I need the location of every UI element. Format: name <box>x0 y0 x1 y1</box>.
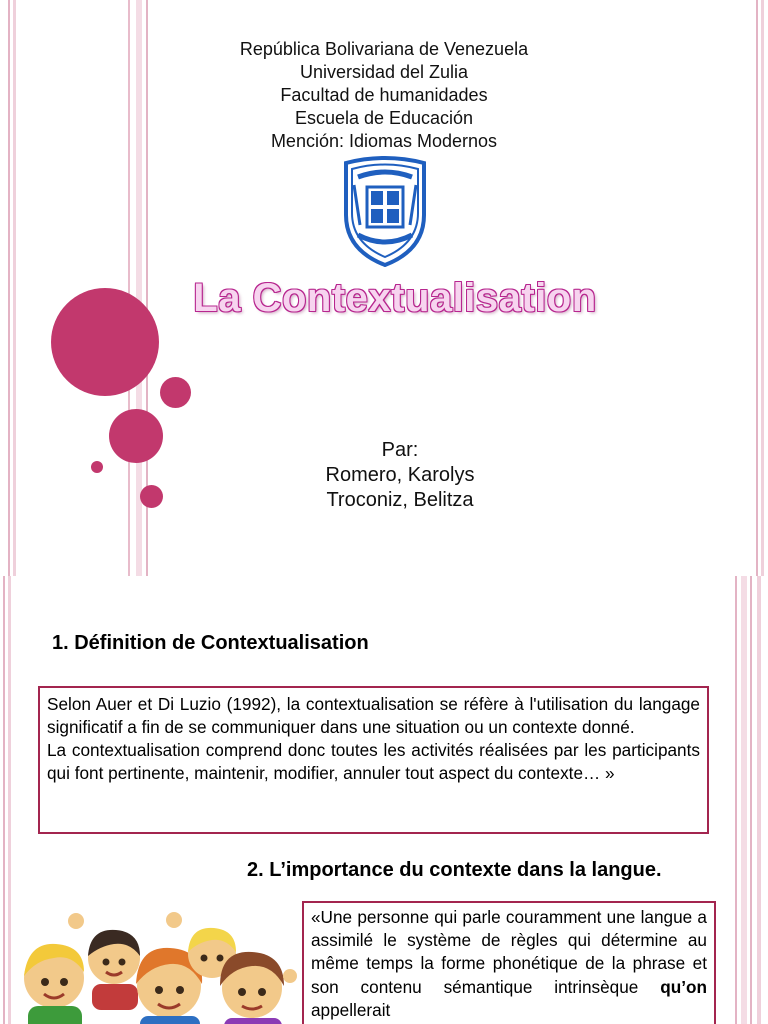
header-line: Facultad de humanidades <box>280 85 488 105</box>
author-name: Troconiz, Belitza <box>326 489 474 511</box>
decorative-circle <box>160 377 191 408</box>
decorative-stripe <box>757 576 761 1024</box>
quote-emphasis: qu’on <box>660 976 707 997</box>
slide-title: La Contextualisation <box>193 276 597 320</box>
section-heading-importance: 2. L’importance du contexte dans la langue. <box>247 859 662 881</box>
section-heading-definition: 1. Définition de Contextualisation <box>52 632 369 654</box>
authors-block <box>250 438 550 513</box>
decorative-stripe <box>3 576 5 1024</box>
header-line: Universidad del Zulia <box>299 62 469 82</box>
author-name: Romero, Karolys <box>325 464 475 486</box>
decorative-circle <box>140 485 163 508</box>
decorative-stripe <box>741 576 747 1024</box>
decorative-stripe <box>735 576 737 1024</box>
quote-box <box>302 901 716 1024</box>
authors-label: Par: <box>381 439 419 461</box>
decorative-stripe <box>8 576 11 1024</box>
decorative-circle <box>91 461 103 473</box>
header-line: Mención: Idiomas Modernos <box>270 131 498 151</box>
decorative-stripe <box>13 0 16 576</box>
header-line: República Bolivariana de Venezuela <box>239 39 529 59</box>
decorative-circle <box>109 409 163 463</box>
decorative-circle <box>51 288 159 396</box>
decorative-stripe <box>761 0 764 576</box>
decorative-stripe <box>750 576 752 1024</box>
definition-paragraph: La contextualisation comprend donc toutes les activités réalisées par les participants qui font pertinente, maintenir, modifier, annuler tout aspect du contexte… » <box>47 740 700 783</box>
quote-text-part: «Une personne qui parle couramment une langue a assimilé le système de règles qui détermine au même temps la forme phonétique de la phrase et son contenu sémantique intrinsèque <box>311 907 707 997</box>
institution-header <box>184 38 584 153</box>
quote-text <box>311 906 707 1022</box>
definition-paragraph: Selon Auer et Di Luzio (1992), la contextualisation se réfère à l'utilisation du langage significatif a fin de se communiquer dans une situation ou un contexte donné. <box>47 694 700 737</box>
header-line: Escuela de Educación <box>294 108 474 128</box>
university-seal-icon <box>340 155 430 267</box>
decorative-stripe <box>8 0 10 576</box>
decorative-stripe <box>128 0 130 576</box>
children-illustration-icon <box>14 906 300 1024</box>
content-slide <box>0 576 768 1024</box>
quote-text-part: appellerait <box>311 999 391 1020</box>
decorative-stripe <box>756 0 758 576</box>
definition-box <box>38 686 709 834</box>
